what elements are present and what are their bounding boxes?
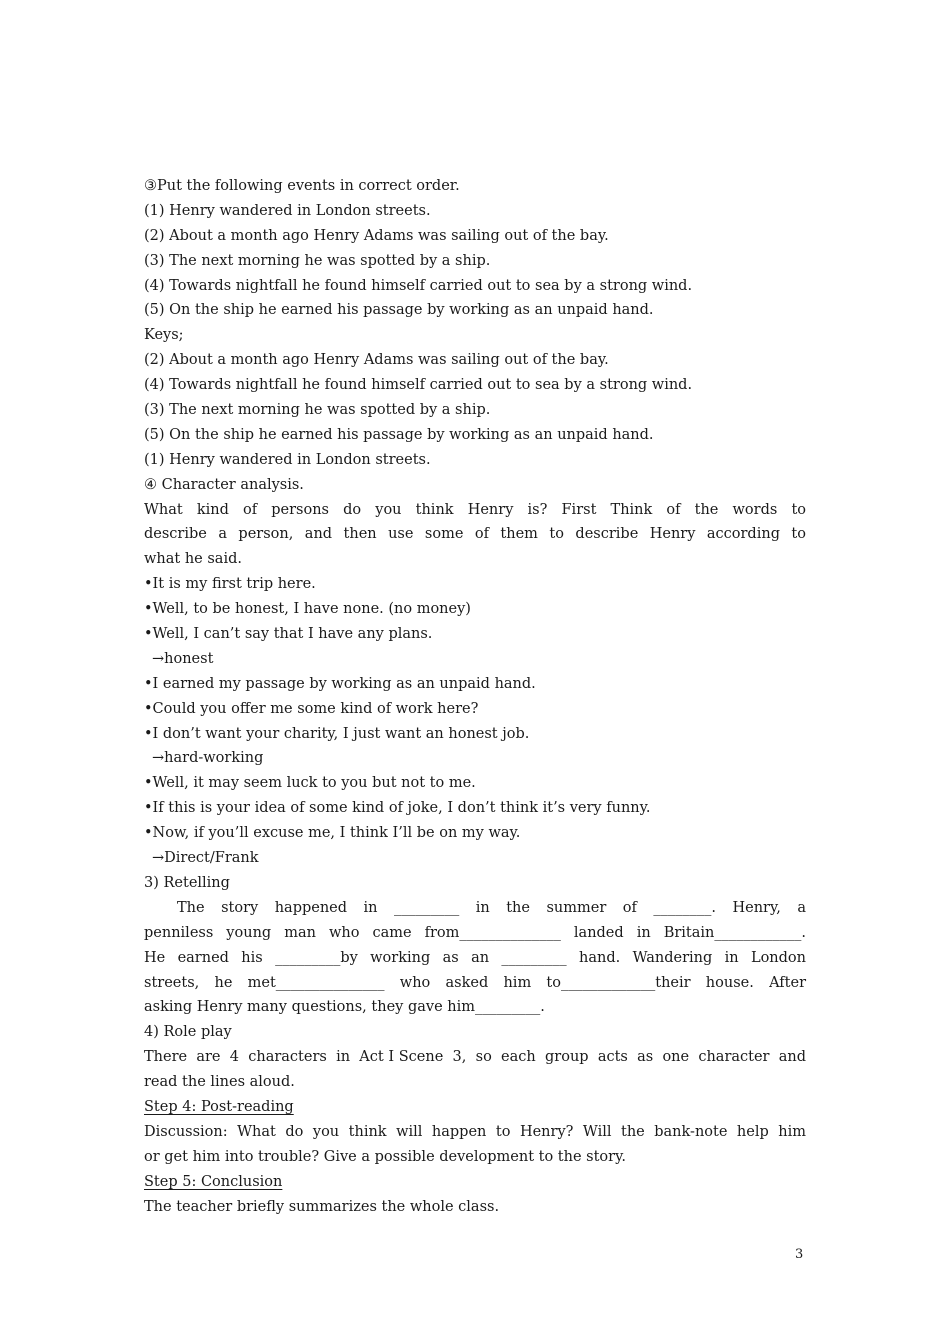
step5-heading bbox=[144, 1170, 806, 1195]
trait-arrow: →honest bbox=[152, 650, 214, 667]
trait-arrow: →hard-working bbox=[152, 750, 264, 767]
quote-bullet: •Well, it may seem luck to you but not to me. bbox=[144, 775, 476, 792]
retelling-line: He earned his _________by working as an _________ hand. Wandering in London bbox=[144, 949, 806, 966]
character-question-line: what he said. bbox=[144, 551, 242, 568]
event-item: (2) About a month ago Henry Adams was sailing out of the bay. bbox=[144, 227, 609, 244]
retelling-line: The story happened in _________ in the summer of ________. Henry, a bbox=[177, 899, 806, 916]
step4-line: Discussion: What do you think will happen to Henry? Will the bank-note help him bbox=[144, 1123, 806, 1140]
trait-arrow: →Direct/Frank bbox=[152, 850, 259, 867]
character-question-line: What kind of persons do you think Henry is? First Think of the words to bbox=[144, 501, 806, 518]
role-play-line: There are 4 characters in ActⅠScene 3, so each group acts as one character and bbox=[144, 1049, 806, 1066]
quote-bullet: •I earned my passage by working as an unpaid hand. bbox=[144, 675, 536, 692]
quote-bullet: •It is my first trip here. bbox=[144, 576, 316, 593]
character-heading: ④ Character analysis. bbox=[144, 476, 304, 493]
retelling-line: streets, he met_______________ who asked him to_____________their house. After bbox=[144, 974, 806, 991]
retelling-line: asking Henry many questions, they gave him_________. bbox=[144, 999, 545, 1016]
step4-heading bbox=[144, 1095, 806, 1120]
quote-bullet: •Now, if you’ll excuse me, I think I’ll be on my way. bbox=[144, 825, 521, 842]
event-item: (1) Henry wandered in London streets. bbox=[144, 202, 431, 219]
retelling-heading: 3) Retelling bbox=[144, 874, 230, 891]
page-content bbox=[144, 174, 806, 1219]
keys-label: Keys; bbox=[144, 327, 184, 344]
order-heading: ③Put the following events in correct order. bbox=[144, 178, 460, 194]
quote-bullet: •Well, I can’t say that I have any plans. bbox=[144, 626, 433, 643]
page-number: 3 bbox=[795, 1247, 804, 1262]
event-item: (4) Towards nightfall he found himself carried out to sea by a strong wind. bbox=[144, 277, 693, 294]
retelling-line: penniless young man who came from______________ landed in Britain____________. bbox=[144, 924, 806, 941]
key-item: (2) About a month ago Henry Adams was sailing out of the bay. bbox=[144, 352, 609, 369]
step4-heading-text: Step 4: Post-reading bbox=[144, 1098, 294, 1115]
step4-line: or get him into trouble? Give a possible development to the story. bbox=[144, 1148, 626, 1165]
character-question-line: describe a person, and then use some of them to describe Henry according to bbox=[144, 526, 806, 543]
quote-bullet: •If this is your idea of some kind of joke, I don’t think it’s very funny. bbox=[144, 800, 651, 817]
quote-bullet: •Well, to be honest, I have none. (no money) bbox=[144, 601, 471, 618]
role-play-heading: 4) Role play bbox=[144, 1024, 232, 1041]
step5-heading-text: Step 5: Conclusion bbox=[144, 1173, 283, 1190]
key-item: (3) The next morning he was spotted by a ship. bbox=[144, 402, 491, 419]
step5-line: The teacher briefly summarizes the whole class. bbox=[144, 1198, 500, 1215]
event-item: (3) The next morning he was spotted by a ship. bbox=[144, 252, 491, 269]
key-item: (5) On the ship he earned his passage by working as an unpaid hand. bbox=[144, 426, 654, 443]
quote-bullet: •Could you offer me some kind of work here? bbox=[144, 700, 479, 717]
quote-bullet: •I don’t want your charity, I just want an honest job. bbox=[144, 725, 530, 742]
event-item: (5) On the ship he earned his passage by working as an unpaid hand. bbox=[144, 302, 654, 319]
key-item: (1) Henry wandered in London streets. bbox=[144, 451, 431, 468]
role-play-line: read the lines aloud. bbox=[144, 1074, 295, 1091]
key-item: (4) Towards nightfall he found himself carried out to sea by a strong wind. bbox=[144, 377, 693, 394]
